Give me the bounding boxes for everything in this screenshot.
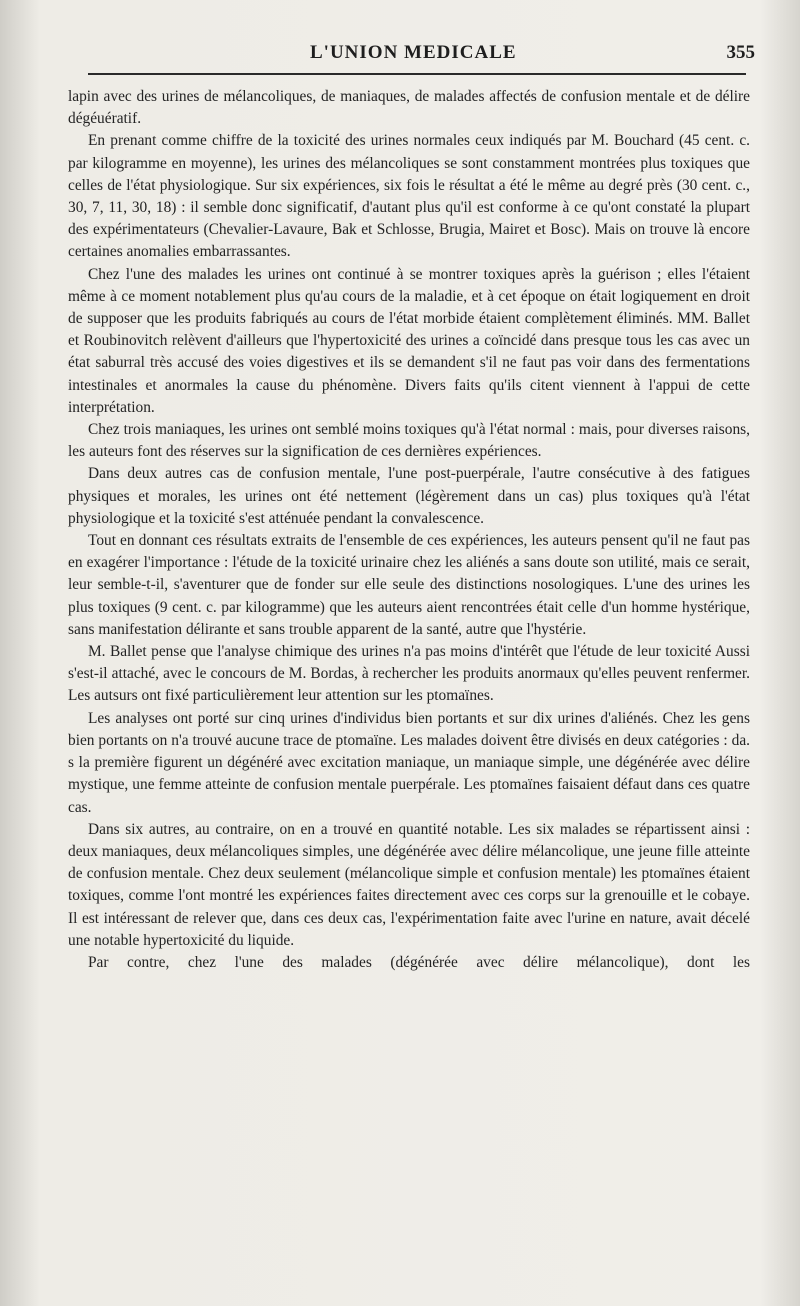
- paragraph: Les analyses ont porté sur cinq urines d'individus bien portants et sur dix urines d'aliénés. Chez les gens bien portants on n'a trouvé aucune trace de ptomaïne. Les malades doivent être divisés en deux catégories : da. s la première figurent un dégénéré avec excitation maniaque, un maniaque simple, une dégénérée avec délire mystique, une femme atteinte de confusion mentale puerpérale. Les ptomaïnes faisaient défaut dans ces quatre cas.: [68, 709, 750, 816]
- paragraph: M. Ballet pense que l'analyse chimique des urines n'a pas moins d'intérêt que l'étude de leur toxicité Aussi s'est-il attaché, avec le concours de M. Bordas, à rechercher les produits anormaux qu'elles peuvent renfermer. Les autsurs ont fixé particulièrement leur attention sur les ptomaïnes.: [68, 643, 750, 705]
- running-title: L'UNION MEDICALE: [310, 42, 517, 63]
- paragraph: Tout en donnant ces résultats extraits de l'ensemble de ces expériences, les auteurs pensent qu'il ne faut pas en exagérer l'importance : l'étude de la toxicité urinaire chez les aliénés a sans doute son utilité, mais ce serait, leur semble-t-il, s'aventurer que de fonder sur elle seule des distinctions nosologiques. L'une des urines les plus toxiques (9 cent. c. par kilogramme) que les auteurs aient rencontrées était celle d'un homme hystérique, sans manifestation délirante et sans trouble apparent de la santé, autre que l'hystérie.: [68, 532, 750, 638]
- paragraph: lapin avec des urines de mélancoliques, de maniaques, de malades affectés de confusion mentale et de délire dégéuératif.: [68, 88, 750, 128]
- paragraph: Chez l'une des malades les urines ont continué à se montrer toxiques après la guérison ; elles l'étaient même à ce moment notablement plus qu'au cours de la maladie, et à cet époque on était logiquement en droit de supposer que les produits fabriqués au cours de l'état morbide étaient complètement éliminés. MM. Ballet et Roubinovitch relèvent d'ailleurs que l'hypertoxicité des urines a coïncidé dans presque tous les cas avec un état saburral très accusé des voies digestives et ils se demandent s'il ne faut pas voir dans des fermentations intestinales et anormales la cause du phénomène. Divers faits qu'ils citent viennent à l'appui de cette interprétation.: [68, 265, 750, 416]
- paragraph: En prenant comme chiffre de la toxicité des urines normales ceux indiqués par M. Bouchard (45 cent. c. par kilogramme en moyenne), les urines des mélancoliques se sont constamment montrées plus toxiques que celles de l'état physiologique. Sur six expériences, six fois le résultat a été le même au degré près (30 cent. c., 30, 7, 11, 30, 18) : il semble donc significatif, d'autant plus qu'il est conforme à ce qu'ont constaté la plupart des expérimentateurs (Chevalier-Lavaure, Bak et Schlosse, Brugia, Mairet et Bosc). Mais on trouve là encore certaines anomalies embarrassantes.: [68, 132, 750, 261]
- page-header: [60, 42, 755, 72]
- page-number: 355: [726, 42, 755, 63]
- paragraph: Par contre, chez l'une des malades (dégénérée avec délire mélancolique), dont les: [88, 953, 750, 971]
- paragraph: Dans six autres, au contraire, on en a trouvé en quantité notable. Les six malades se répartissent ainsi : deux maniaques, deux mélancoliques simples, une dégénérée avec délire mélancolique, une jeune fille atteinte de confusion mentale. Chez deux seulement (mélancolique simple et confusion mentale) les ptomaïnes étaient toxiques, comme l'ont montré les expériences faites directement avec ces corps sur la grenouille et le cobaye. Il est intéressant de relever que, dans ces deux cas, l'expérimentation faite avec l'urine en nature, avait décelé une notable hypertoxicité du liquide.: [68, 820, 750, 949]
- paragraph: Dans deux autres cas de confusion mentale, l'une post-puerpérale, l'autre consécutive à des fatigues physiques et morales, les urines ont été nettement (légèrement dans un cas) plus toxiques qu'à l'état physiologique et la toxicité s'est atténuée pendant la convalescence.: [68, 465, 750, 527]
- article-body: [68, 86, 750, 974]
- paragraph: Chez trois maniaques, les urines ont semblé moins toxiques qu'à l'état normal : mais, pour diverses raisons, les auteurs font des réserves sur la signification de ces dernières expériences.: [68, 421, 750, 461]
- header-rule: [88, 73, 746, 75]
